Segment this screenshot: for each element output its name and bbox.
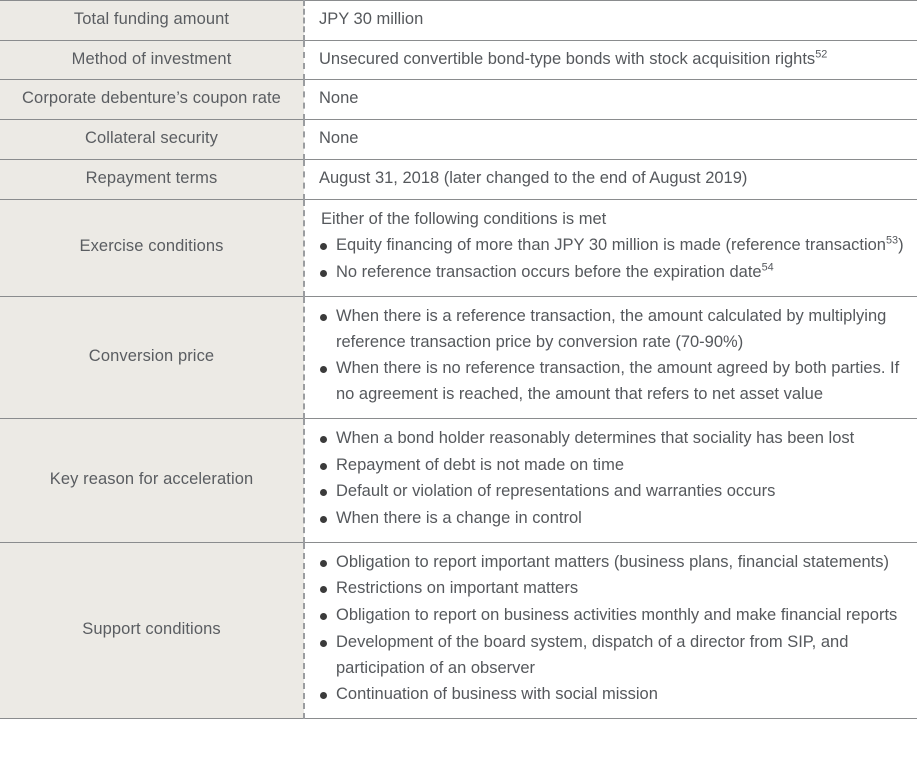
- table-row: [0, 159, 917, 199]
- label-text: Key reason for acceleration: [49, 469, 254, 488]
- bullet-list: [319, 550, 905, 708]
- list-item: [319, 479, 905, 505]
- bullet-text: Obligation to report on business activities monthly and make financial reports: [336, 606, 898, 625]
- row-value-collateral-security: [304, 120, 917, 160]
- label-text: Total funding amount: [73, 9, 230, 28]
- row-value-coupon-rate: [304, 80, 917, 120]
- table-row: [0, 40, 917, 80]
- bullet-tail: ): [898, 236, 904, 255]
- list-item: [319, 304, 905, 355]
- row-value-support-conditions: [304, 542, 917, 718]
- row-label-repayment-terms: [0, 159, 304, 199]
- list-item: [319, 550, 905, 576]
- bullet-list: [319, 304, 905, 408]
- bullet-text: When there is a reference transaction, the amount calculated by multiplying reference transaction price by conversion rate (70-90%): [336, 306, 887, 351]
- table-row: [0, 542, 917, 718]
- label-text: Support conditions: [82, 619, 221, 638]
- row-value-method-of-investment: [304, 40, 917, 80]
- row-value-exercise-conditions: [304, 199, 917, 296]
- row-value-total-funding-amount: [304, 1, 917, 41]
- list-item: [319, 426, 905, 452]
- table-row: [0, 80, 917, 120]
- label-text: Conversion price: [88, 346, 215, 365]
- bullet-text: Restrictions on important matters: [336, 579, 579, 598]
- list-item: [319, 453, 905, 479]
- list-item: [319, 630, 905, 681]
- value-text: None: [319, 89, 359, 108]
- bullet-text: Repayment of debt is not made on time: [336, 455, 624, 474]
- bullet-list: [319, 426, 905, 532]
- row-label-conversion-price: [0, 296, 304, 418]
- bullet-text: Continuation of business with social mission: [336, 685, 658, 704]
- bullet-text: Equity financing of more than JPY 30 million is made (reference transaction: [336, 236, 886, 255]
- row-label-exercise-conditions: [0, 199, 304, 296]
- footnote-marker-54: 54: [761, 261, 774, 274]
- row-label-total-funding-amount: [0, 1, 304, 41]
- value-text: Unsecured convertible bond-type bonds with stock acquisition rights: [319, 49, 816, 68]
- row-label-coupon-rate: [0, 80, 304, 120]
- row-value-key-reason-for-acceleration: [304, 418, 917, 542]
- label-text: Method of investment: [71, 49, 232, 68]
- bullet-text: When a bond holder reasonably determines that sociality has been lost: [336, 428, 855, 447]
- bullet-text: Development of the board system, dispatch of a director from SIP, and participation of an observer: [336, 632, 849, 677]
- list-item: [319, 356, 905, 407]
- lead-text: Either of the following conditions is met: [321, 209, 607, 228]
- bullet-list: [319, 233, 905, 285]
- row-label-support-conditions: [0, 542, 304, 718]
- footnote-marker-53: 53: [885, 234, 899, 247]
- list-item: [319, 260, 905, 286]
- bullet-text: Default or violation of representations and warranties occurs: [336, 482, 776, 501]
- row-label-collateral-security: [0, 120, 304, 160]
- value-text: JPY 30 million: [319, 10, 424, 28]
- bullet-text: When there is a change in control: [336, 509, 582, 528]
- bullet-text: When there is no reference transaction, the amount agreed by both parties. If no agreement is reached, the amount that refers to net asset value: [336, 359, 900, 404]
- table-row: [0, 199, 917, 296]
- row-label-key-reason-for-acceleration: [0, 418, 304, 542]
- row-value-repayment-terms: [304, 159, 917, 199]
- value-text: August 31, 2018 (later changed to the end of August 2019): [319, 168, 748, 187]
- table-body: [0, 1, 917, 719]
- label-text: Repayment terms: [85, 168, 218, 187]
- label-text: Exercise conditions: [79, 237, 224, 256]
- table-row: [0, 120, 917, 160]
- bullet-text: No reference transaction occurs before the expiration date: [336, 263, 762, 282]
- list-item: [319, 576, 905, 602]
- list-item: [319, 682, 905, 708]
- label-text: Corporate debenture’s coupon rate: [22, 89, 281, 108]
- label-text: Collateral security: [84, 129, 219, 148]
- footnote-marker-52: 52: [815, 48, 828, 61]
- table-row: [0, 418, 917, 542]
- list-item: [319, 233, 905, 259]
- bullet-text: Obligation to report important matters (business plans, financial statements): [336, 552, 890, 571]
- list-item: [319, 603, 905, 629]
- table-row: [0, 1, 917, 41]
- list-item: [319, 506, 905, 532]
- row-label-method-of-investment: [0, 40, 304, 80]
- row-value-conversion-price: [304, 296, 917, 418]
- value-text: None: [319, 129, 359, 148]
- table-row: [0, 296, 917, 418]
